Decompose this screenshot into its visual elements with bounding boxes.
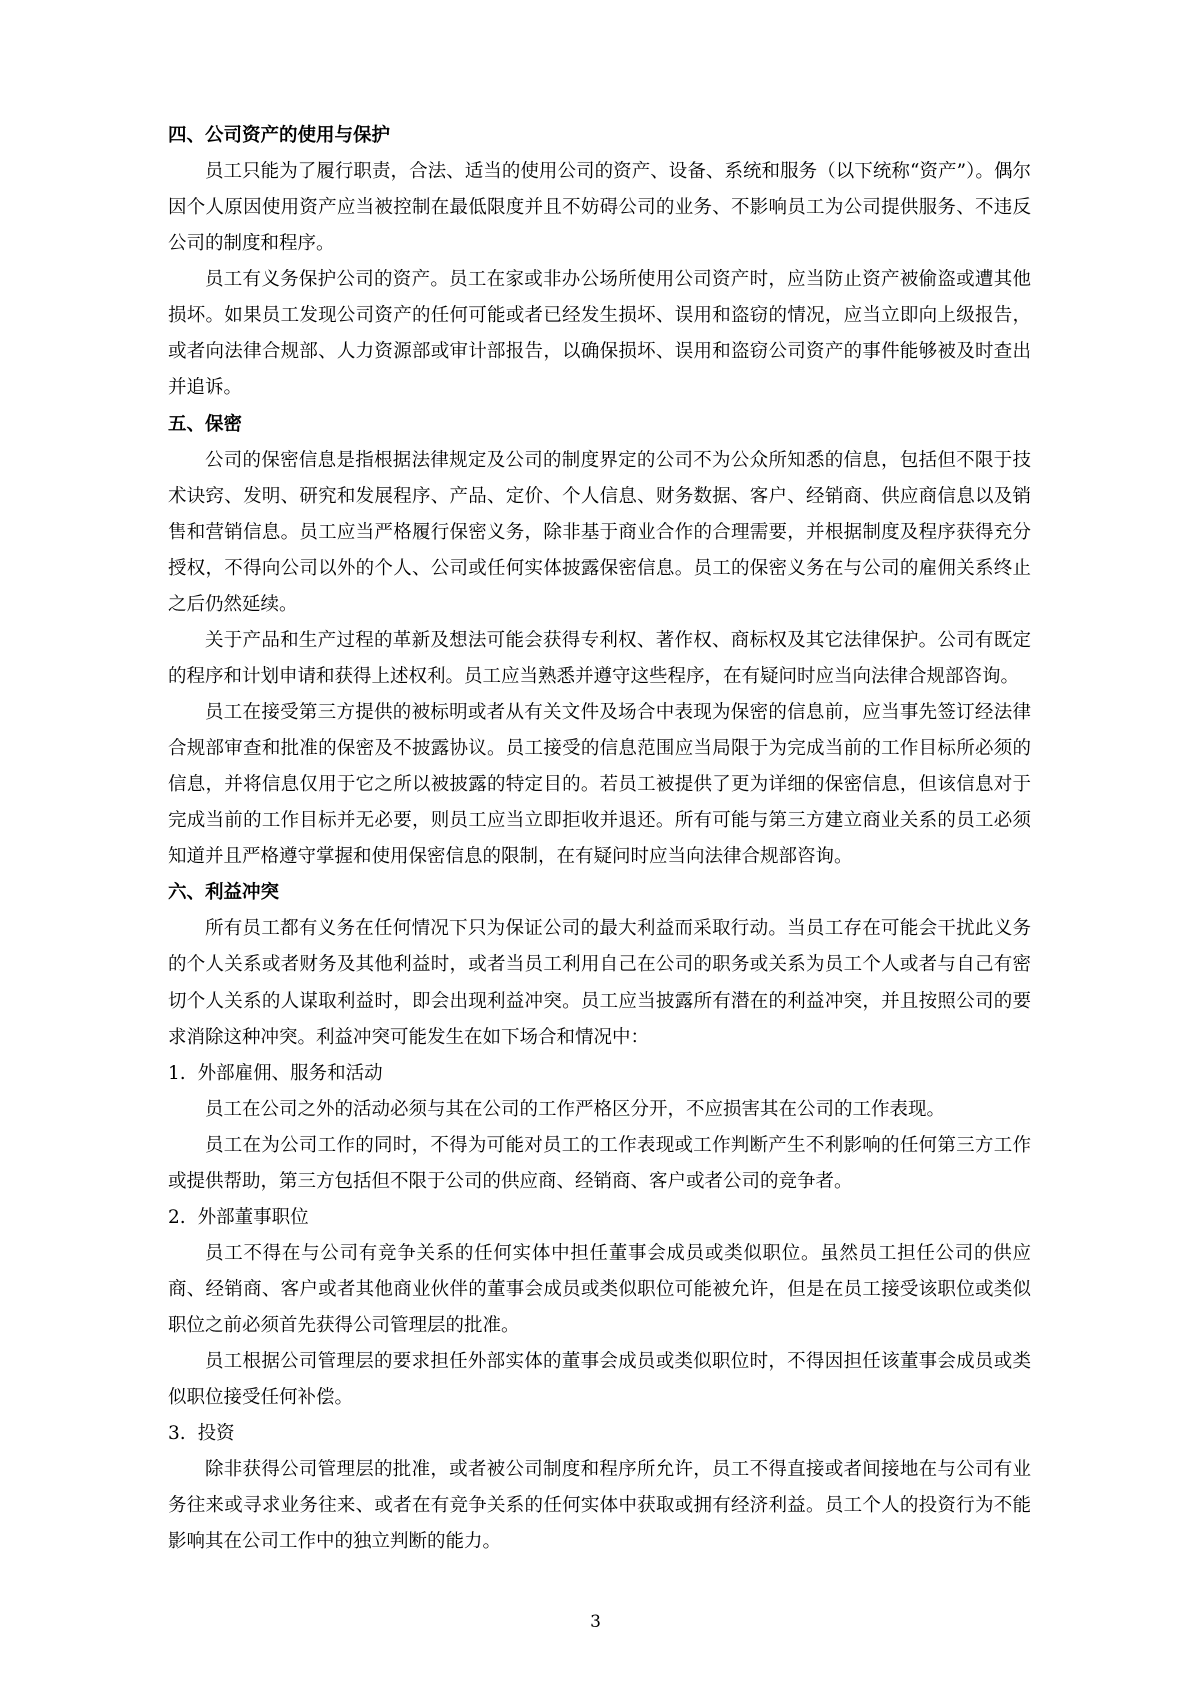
list-item-number: 3. [168, 1423, 186, 1445]
list-item-3 [168, 1416, 1031, 1452]
paragraph-conflict-intro: 所有员工都有义务在任何情况下只为保证公司的最大利益而采取行动。当员工存在可能会干扰此义务的个人关系或者财务及其他利益时，或者当员工利用自己在公司的职务或关系为员工个人或者与自己有密切个人关系的人谋取利益时，即会出现利益冲突。员工应当披露所有潜在的利益冲突，并且按照公司的要求消除这种冲突。利益冲突可能发生在如下场合和情况中： [168, 918, 1031, 1048]
paragraph-assets-1: 员工只能为了履行职责，合法、适当的使用公司的资产、设备、系统和服务（以下统称“资产”）。偶尔因个人原因使用资产应当被控制在最低限度并且不妨碍公司的业务、不影响员工为公司提供服务、不违反公司的制度和程序。 [168, 161, 1031, 255]
paragraph-confidentiality-2: 关于产品和生产过程的革新及想法可能会获得专利权、著作权、商标权及其它法律保护。公司有既定的程序和计划申请和获得上述权利。员工应当熟悉并遵守这些程序，在有疑问时应当向法律合规部咨询。 [168, 629, 1031, 687]
page-number: 3 [590, 1612, 601, 1632]
paragraph-confidentiality-3: 员工在接受第三方提供的被标明或者从有关文件及场合中表现为保密的信息前，应当事先签订经法律合规部审查和批准的保密及不披露协议。员工接受的信息范围应当局限于为完成当前的工作目标所必须的信息，并将信息仅用于它之所以被披露的特定目的。若员工被提供了更为详细的保密信息，但该信息对于完成当前的工作目标并无必要，则员工应当立即拒收并退还。所有可能与第三方建立商业关系的员工必须知道并且严格遵守掌握和使用保密信息的限制，在有疑问时应当向法律合规部咨询。 [168, 702, 1031, 868]
list-item-number: 1. [168, 1062, 186, 1084]
heading-section-four: 四、公司资产的使用与保护 [168, 125, 391, 146]
paragraph-confidentiality-1: 公司的保密信息是指根据法律规定及公司的制度界定的公司不为公众所知悉的信息，包括但不限于技术诀窍、发明、研究和发展程序、产品、定价、个人信息、财务数据、客户、经销商、供应商信息以及销售和营销信息。员工应当严格履行保密义务，除非基于商业合作的合理需要，并根据制度及程序获得充分授权，不得向公司以外的个人、公司或任何实体披露保密信息。员工的保密义务在与公司的雇佣关系终止之后仍然延续。 [168, 449, 1031, 615]
list-item-label: 投资 [197, 1423, 235, 1445]
list-item-label: 外部董事职位 [197, 1206, 309, 1228]
paragraph-external-employment-2: 员工在为公司工作的同时，不得为可能对员工的工作表现或工作判断产生不利影响的任何第三方工作或提供帮助，第三方包括但不限于公司的供应商、经销商、客户或者公司的竞争者。 [168, 1134, 1031, 1192]
list-item-number: 2. [168, 1206, 186, 1228]
paragraph-external-directorship-2: 员工根据公司管理层的要求担任外部实体的董事会成员或类似职位时，不得因担任该董事会成员或类似职位接受任何补偿。 [168, 1351, 1031, 1409]
heading-section-six: 六、利益冲突 [168, 882, 280, 904]
list-item-2 [168, 1200, 1031, 1236]
paragraph-investment-1: 除非获得公司管理层的批准，或者被公司制度和程序所允许，员工不得直接或者间接地在与公司有业务往来或寻求业务往来、或者在有竞争关系的任何实体中获取或拥有经济利益。员工个人的投资行为不能影响其在公司工作中的独立判断的能力。 [168, 1459, 1031, 1553]
paragraph-external-employment-1: 员工在公司之外的活动必须与其在公司的工作严格区分开，不应损害其在公司的工作表现。 [205, 1098, 946, 1120]
document-body [168, 118, 1031, 1561]
paragraph-external-directorship-1: 员工不得在与公司有竞争关系的任何实体中担任董事会成员或类似职位。虽然员工担任公司的供应商、经销商、客户或者其他商业伙伴的董事会成员或类似职位可能被允许，但是在员工接受该职位或类似职位之前必须首先获得公司管理层的批准。 [168, 1242, 1031, 1337]
heading-section-five: 五、保密 [168, 413, 243, 435]
list-item-1 [168, 1056, 1031, 1092]
paragraph-assets-2: 员工有义务保护公司的资产。员工在家或非办公场所使用公司资产时，应当防止资产被偷盗或遭其他损坏。如果员工发现公司资产的任何可能或者已经发生损坏、误用和盗窃的情况，应当立即向上级报告，或者向法律合规部、人力资源部或审计部报告，以确保损坏、误用和盗窃公司资产的事件能够被及时查出并追诉。 [168, 269, 1031, 399]
list-item-label: 外部雇佣、服务和活动 [197, 1062, 383, 1084]
